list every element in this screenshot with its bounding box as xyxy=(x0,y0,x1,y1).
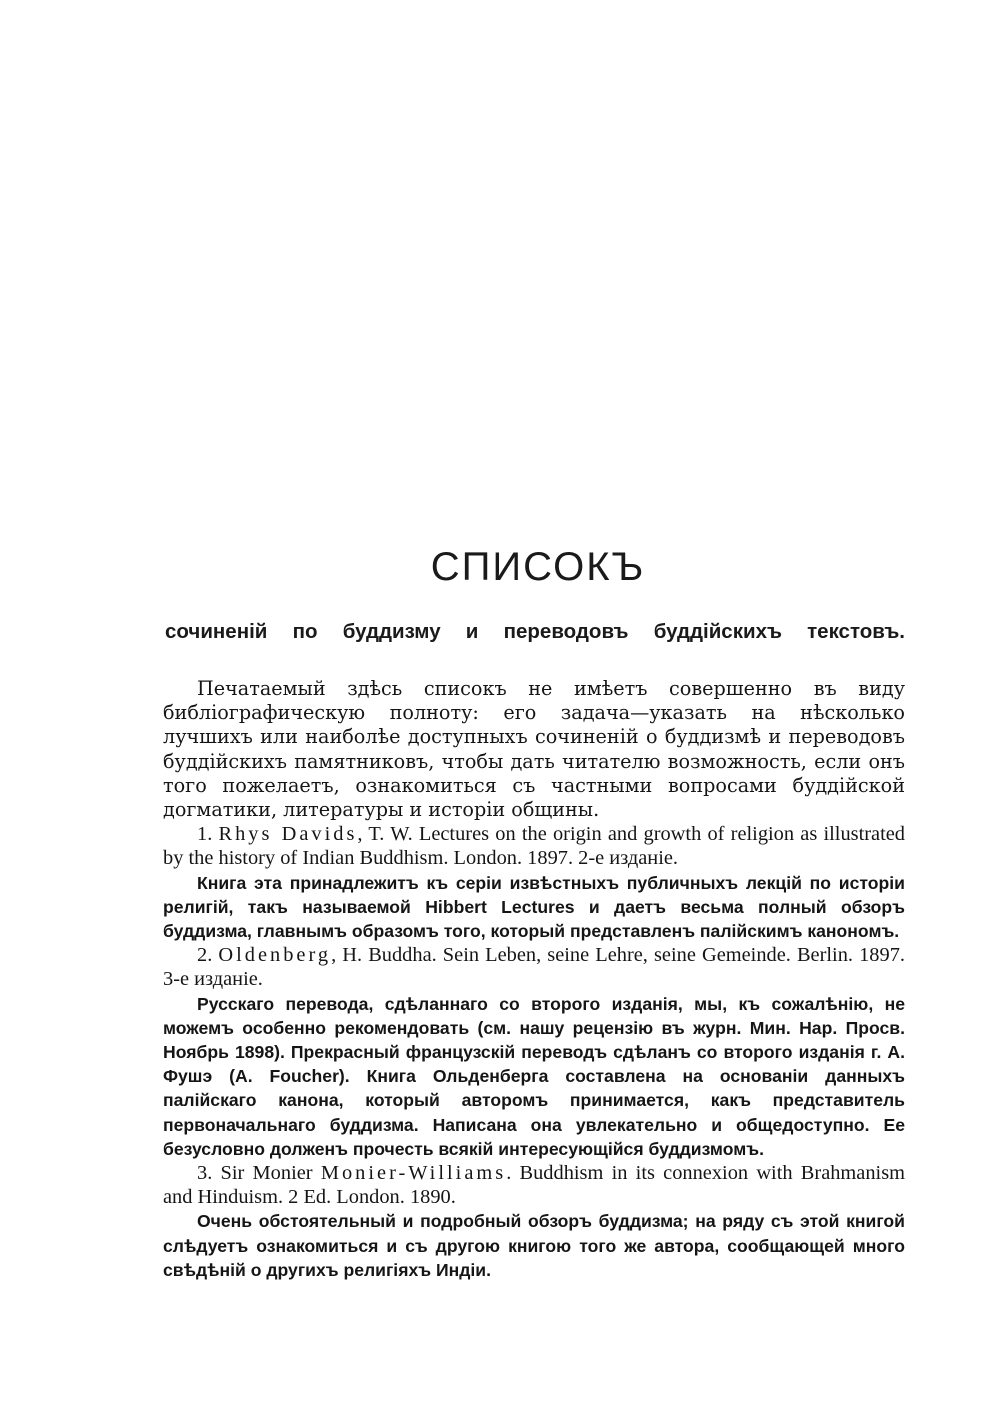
bibliography-entry-1 xyxy=(163,822,905,870)
entry-citation: , H. Buddha. Sein Leben, seine Lehre, seine Gemeinde. Berlin. 1897. 3-е изданіе. xyxy=(163,944,905,991)
page-subtitle: сочиненій по буддизму и переводовъ буддійскихъ текстовъ. xyxy=(165,620,905,643)
entry-note-3: Очень обстоятельный и подробный обзоръ буддизма; на ряду съ этой книгой слѣдуетъ ознакомиться и съ другою книгою того же автора, сообщающей много свѣдѣній о другихъ религіяхъ Индіи. xyxy=(163,1211,905,1280)
document-body xyxy=(163,677,905,1282)
entry-note-1: Книга эта принадлежитъ къ серіи извѣстныхъ публичныхъ лекцій по исторіи религій, такъ называемой Hibbert Lectures и даетъ весьма полный обзоръ буддизма, главнымъ образомъ того, который представленъ палійскимъ канономъ. xyxy=(163,872,905,942)
entry-citation: . Buddhism in its connexion with Brahmanism and Hinduism. 2 Ed. London. 1890. xyxy=(163,1162,906,1209)
entry-author: Monier-Williams xyxy=(320,1162,507,1185)
entry-note-2: Русскаго перевода, сдѣланнаго со второго изданія, мы, къ сожалѣнію, не можемъ особенно рекомендовать (см. нашу рецензію въ журн. Мин. Нар. Просв. Ноябрь 1898). Прекрасный французскій переводъ сдѣланъ со второго изданія г. А. Фушэ (A. Foucher). Книга Ольденберга составлена на основаніи данныхъ палійскаго канона, который авторомъ принимается, какъ представитель первоначальнаго буддизма. Написана она увлекательно и общедоступно. Ее безусловно долженъ прочесть всякій интересующійся буддизмомъ. xyxy=(163,993,905,1159)
intro-paragraph: Печатаемый здѣсь списокъ не имѣетъ совершенно въ виду библіографическую полноту: его задача—указать на нѣсколько лучшихъ или наиболѣе доступныхъ сочиненій о буддизмѣ и переводовъ буддійскихъ памятниковъ, чтобы дать читателю возможность, если онъ того пожелаетъ, ознакомиться съ частными вопросами буддійской догматики, литературы и исторіи общины. xyxy=(163,677,905,822)
entry-number: 3. xyxy=(197,1162,213,1185)
entry-number: 1. xyxy=(197,823,213,846)
entry-author: Oldenberg xyxy=(218,944,332,967)
entry-citation: , T. W. Lectures on the origin and growth of religion as illustrated by the history of Indian Buddhism. London. 1897. 2-е изданіе. xyxy=(163,823,905,870)
page-title: СПИСОКЪ xyxy=(430,545,646,589)
entry-prefix: Sir Monier xyxy=(220,1162,313,1185)
entry-author: Rhys Davids xyxy=(218,823,358,846)
bibliography-entry-2 xyxy=(163,943,905,991)
bibliography-entry-3 xyxy=(163,1161,905,1209)
entry-number: 2. xyxy=(197,944,213,967)
